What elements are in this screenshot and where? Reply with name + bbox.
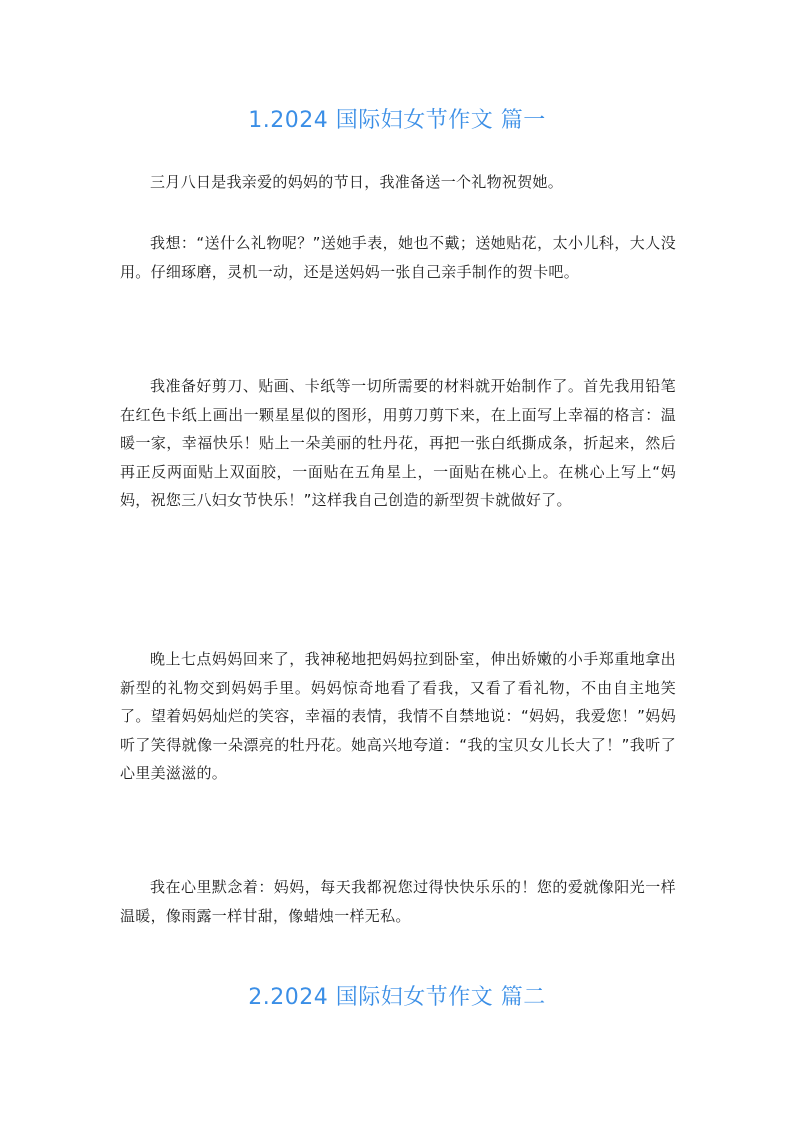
paragraph-1: 三月八日是我亲爱的妈妈的节日，我准备送一个礼物祝贺她。 [150,173,564,191]
section-heading-1: 1.2024 国际妇女节作文 篇一 [248,108,546,133]
paragraph-5: 我在心里默念着：妈妈，每天我都祝您过得快快乐乐的！您的爱就像阳光一样温暖，像雨露一样甘甜，像蜡烛一样无私。 [120,878,676,925]
paragraph-4: 晚上七点妈妈回来了，我神秘地把妈妈拉到卧室，伸出娇嫩的小手郑重地拿出新型的礼物交到妈妈手里。妈妈惊奇地看了看我，又看了看礼物，不由自主地笑了。望着妈妈灿烂的笑容，幸福的表情，我情不自禁地说：“妈妈，我爱您！”妈妈听了笑得就像一朵漂亮的牡丹花。她高兴地夸道：“我的宝贝女儿长大了！”我听了心里美滋滋的。 [120,650,676,783]
section-heading-2: 2.2024 国际妇女节作文 篇二 [248,985,546,1010]
paragraph-2: 我想：“送什么礼物呢？”送她手表，她也不戴；送她贴花，太小儿科，大人没用。仔细琢磨，灵机一动，还是送妈妈一张自己亲手制作的贺卡吧。 [120,234,676,281]
paragraph-3: 我准备好剪刀、贴画、卡纸等一切所需要的材料就开始制作了。首先我用铅笔在红色卡纸上画出一颗星星似的图形，用剪刀剪下来，在上面写上幸福的格言：温暖一家，幸福快乐！贴上一朵美丽的牡丹花，再把一张白纸撕成条，折起来，然后再正反两面贴上双面胶，一面贴在五角星上，一面贴在桃心上。在桃心上写上“妈妈，祝您三八妇女节快乐！”这样我自己创造的新型贺卡就做好了。 [120,377,676,510]
